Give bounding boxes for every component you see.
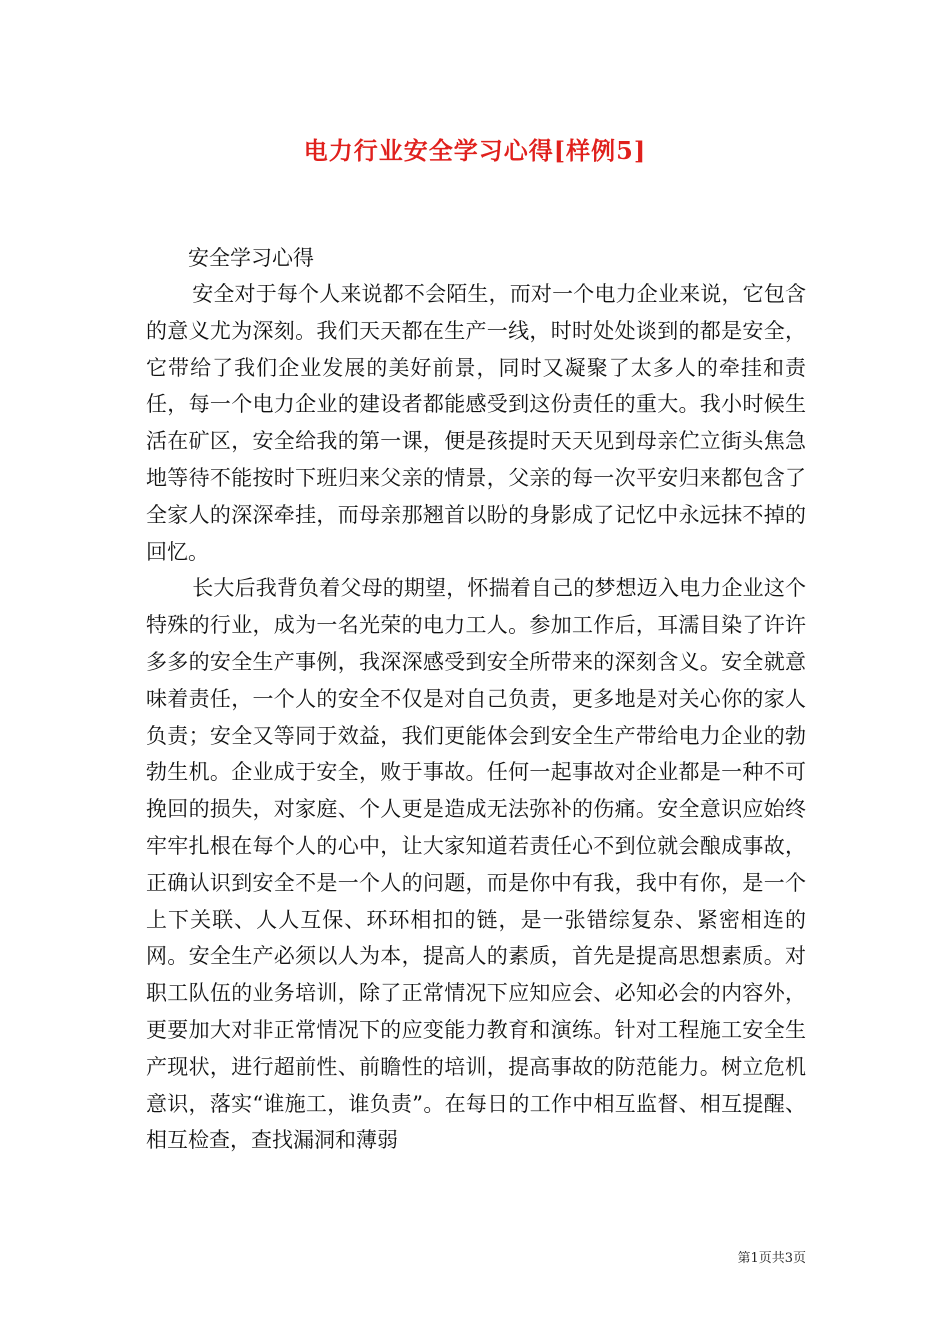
document-title: 电力行业安全学习心得[样例5] — [303, 136, 647, 165]
paragraph: 长大后我背负着父母的期望，怀揣着自己的梦想迈入电力企业这个特殊的行业，成为一名光荣的电力工人。参加工作后，耳濡目染了许许多多的安全生产事例，我深深感受到安全所带来的深刻含义。安全就意味着责任，一个人的安全不仅是对自己负责，更多地是对关心你的家人负责；安全又等同于效益，我们更能体会到安全生产带给电力企业的勃勃生机。企业成于安全，败于事故。任何一起事故对企业都是一种不可挽回的损失，对家庭、个人更是造成无法弥补的伤痛。安全意识应始终牢牢扎根在每个人的心中，让大家知道若责任心不到位就会酿成事故，正确认识到安全不是一个人的问题，而是你中有我，我中有你，是一个上下关联、人人互保、环环相扣的链，是一张错综复杂、紧密相连的网。安全生产必须以人为本，提高人的素质，首先是提高思想素质。对职工队伍的业务培训，除了正常情况下应知应会、必知必会的内容外，更要加大对非正常情况下的应变能力教育和演练。针对工程施工安全生产现状，进行超前性、前瞻性的培训，提高事故的防范能力。树立危机意识，落实“谁施工，谁负责”。在每日的工作中相互监督、相互提醒、相互检查，查找漏洞和薄弱 — [146, 576, 806, 1153]
document-body — [146, 276, 806, 1159]
section-heading: 安全学习心得 — [188, 246, 314, 270]
paragraph: 安全对于每个人来说都不会陌生，而对一个电力企业来说，它包含的意义尤为深刻。我们天天都在生产一线，时时处处谈到的都是安全，它带给了我们企业发展的美好前景，同时又凝聚了太多人的牵挂和责任，每一个电力企业的建设者都能感受到这份责任的重大。我小时候生活在矿区，安全给我的第一课，便是孩提时天天见到母亲伫立街头焦急地等待不能按时下班归来父亲的情景，父亲的每一次平安归来都包含了全家人的深深牵挂，而母亲那翘首以盼的身影成了记忆中永远抹不掉的回忆。 — [146, 282, 806, 564]
page-number: 第1页共3页 — [737, 1251, 806, 1266]
